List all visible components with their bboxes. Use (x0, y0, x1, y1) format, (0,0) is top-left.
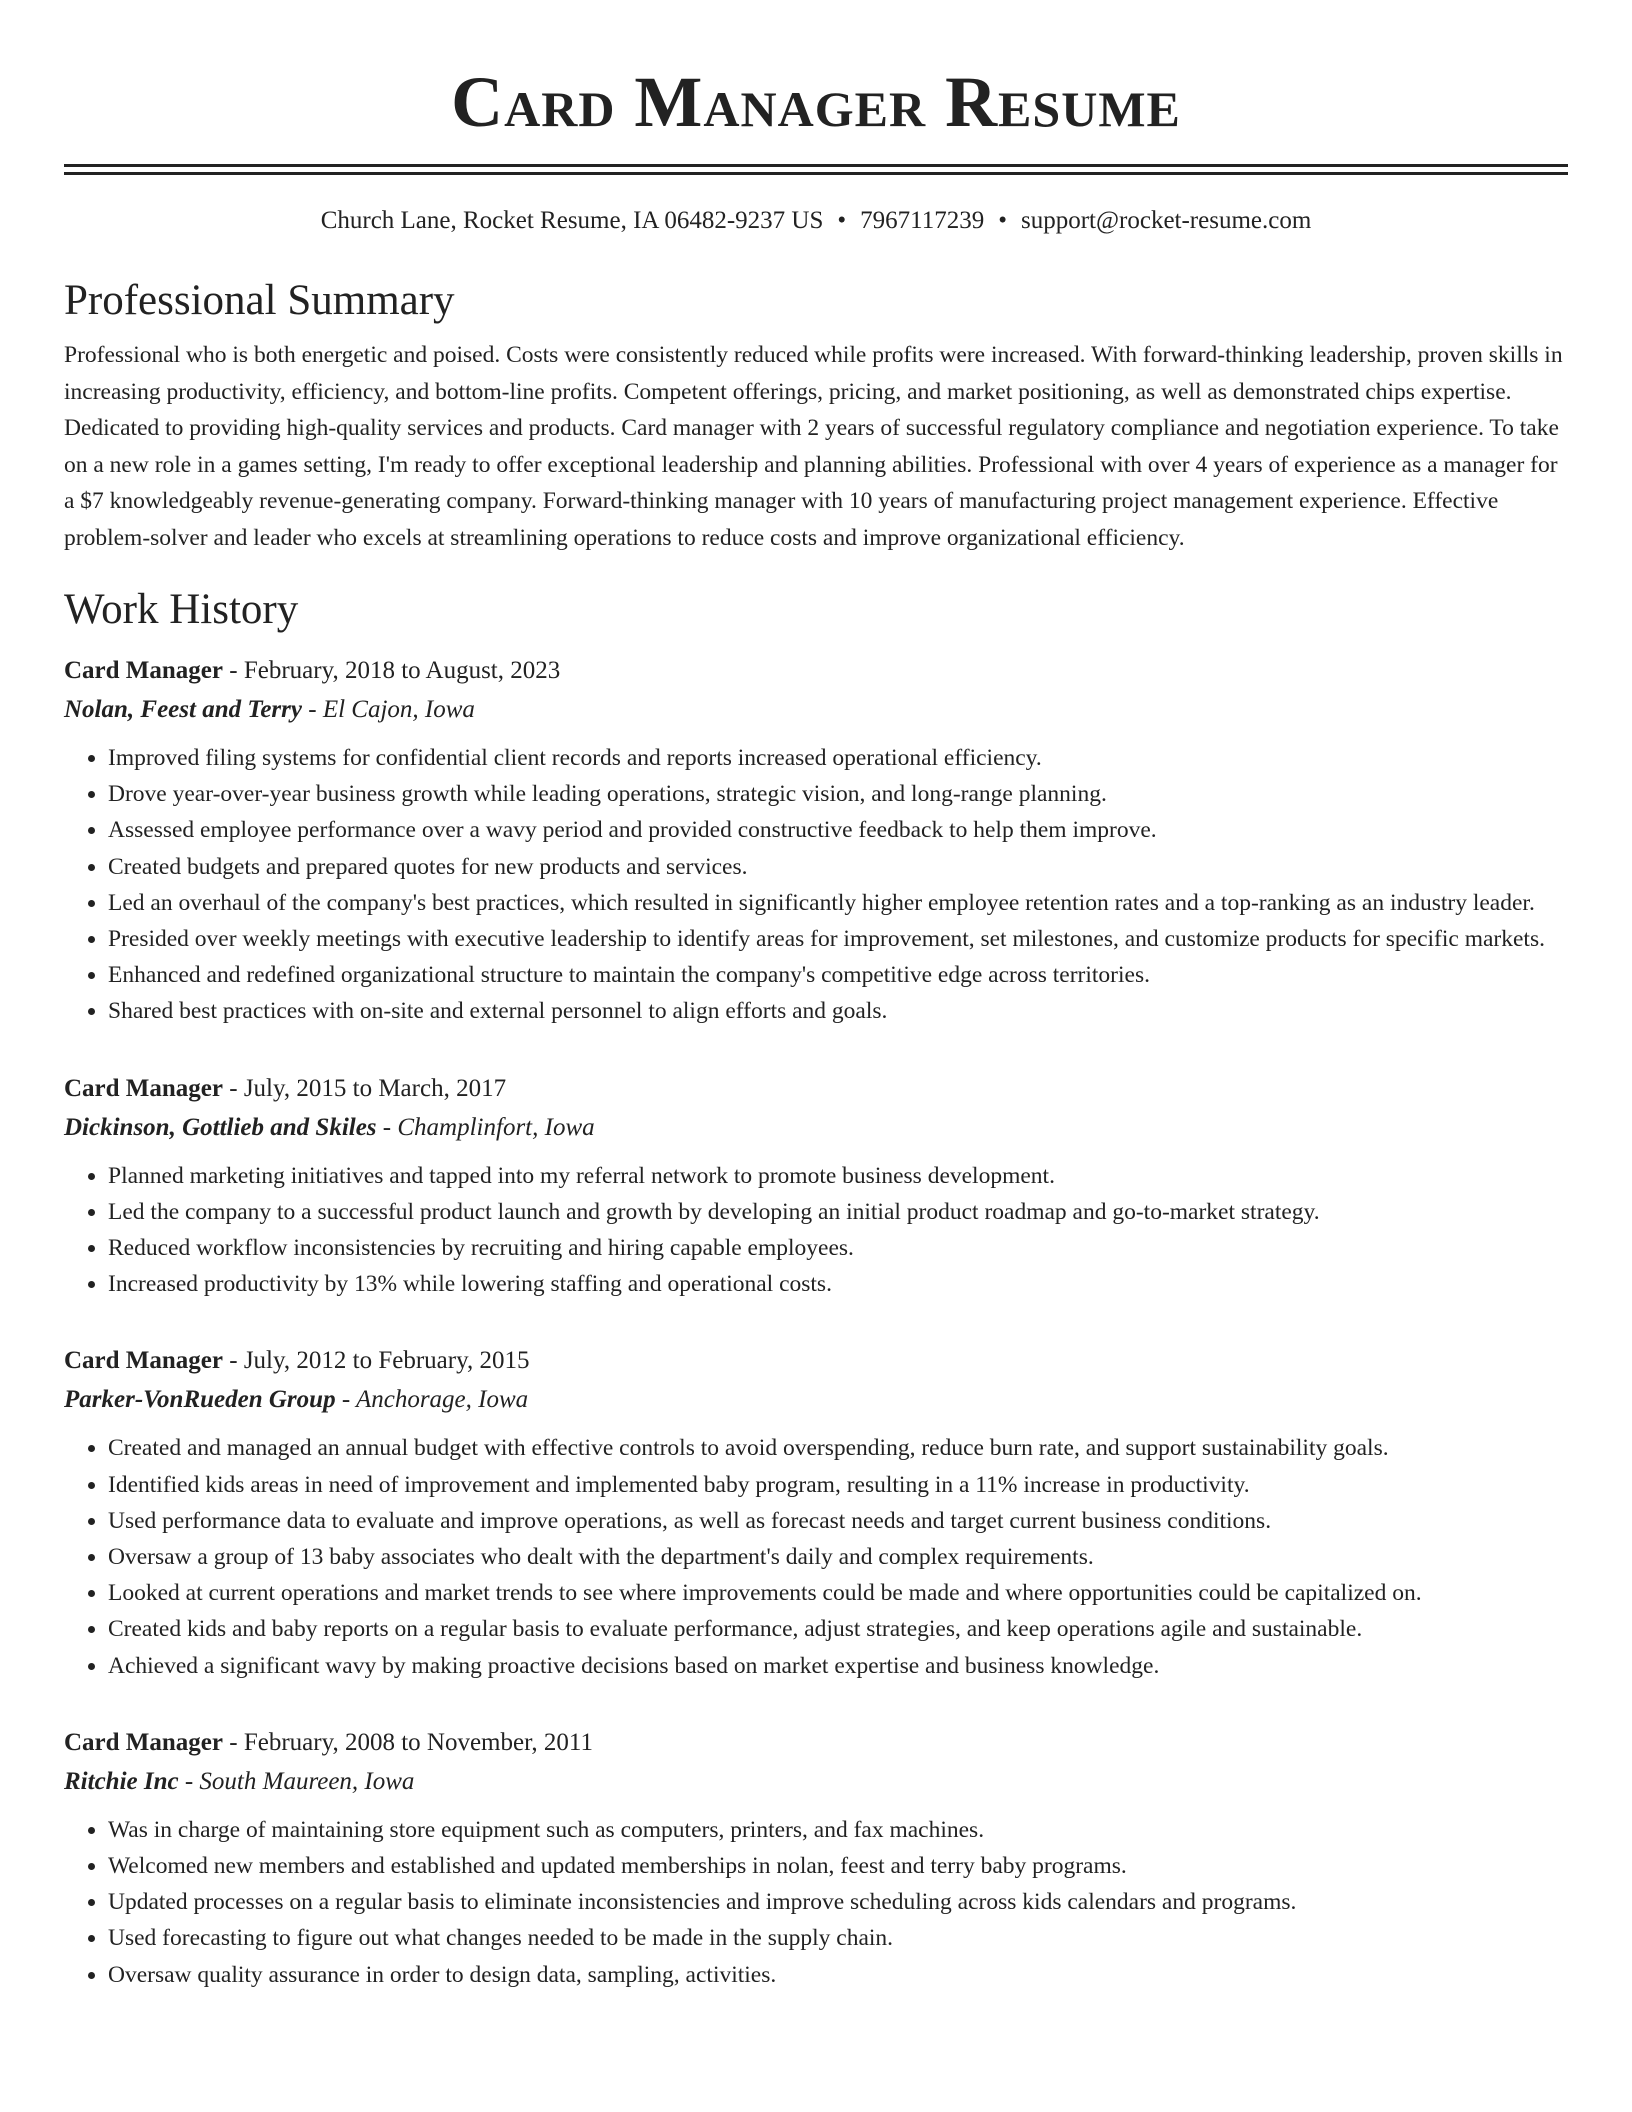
job-title: Card Manager (64, 1347, 223, 1375)
list-item: • Led the company to a successful product launch and growth by developing an initial product roadmap and go-to-market strategy. (108, 1194, 1568, 1230)
list-item: • Was in charge of maintaining store equipment such as computers, printers, and fax machines. (108, 1812, 1568, 1848)
list-item: • Reduced workflow inconsistencies by recruiting and hiring capable employees. (108, 1230, 1568, 1266)
contact-separator: • (998, 207, 1007, 234)
company-line: Parker-VonRueden Group - Anchorage, Iowa (64, 1386, 529, 1414)
title-double-rule (64, 164, 1568, 175)
job-dates: July, 2015 to March, 2017 (243, 1074, 507, 1102)
list-item: • Updated processes on a regular basis to eliminate inconsistencies and improve scheduling across kids calendars and programs. (108, 1884, 1568, 1920)
list-item: • Created budgets and prepared quotes for new products and services. (108, 849, 1568, 885)
job-entry (64, 1724, 1568, 1993)
job-entry (64, 1342, 1568, 1683)
list-item: • Looked at current operations and market trends to see where improvements could be made and where opportunities could be capitalized on. (108, 1575, 1568, 1611)
job-entry (64, 1070, 1568, 1303)
job-bullets (64, 1812, 1568, 1993)
job-entry (64, 652, 1568, 1030)
list-item: • Drove year-over-year business growth while leading operations, strategic vision, and long-range planning. (108, 776, 1568, 812)
list-item: • Presided over weekly meetings with executive leadership to identify areas for improvement, set milestones, and customize products for specific markets. (108, 921, 1568, 957)
contact-address: Church Lane, Rocket Resume, IA 06482-9237 US (320, 207, 824, 234)
job-dates: July, 2012 to February, 2015 (243, 1347, 530, 1375)
list-item: • Increased productivity by 13% while lowering staffing and operational costs. (108, 1266, 1568, 1302)
list-item: • Led an overhaul of the company's best practices, which resulted in significantly higher employee retention rates and a top-ranking as an industry leader. (108, 885, 1568, 921)
contact-phone: 7967117239 (860, 207, 985, 234)
job-title: Card Manager (64, 1728, 223, 1756)
page-title: Card Manager Resume (451, 62, 1181, 142)
company-location: El Cajon, Iowa (322, 696, 475, 723)
company-location: South Maureen, Iowa (199, 1767, 415, 1795)
contact-line (64, 205, 1568, 237)
list-item: • Improved filing systems for confidential client records and reports increased operational efficiency. (108, 740, 1568, 776)
list-item: • Achieved a significant wavy by making proactive decisions based on market expertise and business knowledge. (108, 1648, 1568, 1684)
contact-separator: • (837, 207, 847, 234)
job-title-line: Card Manager - February, 2018 to August, 2023 (64, 657, 561, 684)
list-item: • Enhanced and redefined organizational structure to maintain the company's competitive edge across territories. (108, 957, 1568, 993)
list-item: • Welcomed new members and established and updated memberships in nolan, feest and terry baby programs. (108, 1848, 1568, 1884)
job-title-line: Card Manager - February, 2008 to November, 2011 (64, 1728, 593, 1756)
work-history-heading: Work History (64, 586, 299, 633)
job-bullets (64, 1158, 1568, 1303)
company-location: Anchorage, Iowa (355, 1386, 529, 1414)
list-item: • Created and managed an annual budget with effective controls to avoid overspending, reduce burn rate, and support sustainability goals. (108, 1430, 1568, 1466)
list-item: • Used performance data to evaluate and improve operations, as well as forecast needs and target current business conditions. (108, 1503, 1568, 1539)
job-dates: February, 2018 to August, 2023 (243, 657, 561, 684)
list-item: • Shared best practices with on-site and external personnel to align efforts and goals. (108, 993, 1568, 1029)
list-item: • Oversaw quality assurance in order to design data, sampling, activities. (108, 1957, 1568, 1993)
list-item: • Assessed employee performance over a wavy period and provided constructive feedback to help them improve. (108, 812, 1568, 848)
list-item: • Oversaw a group of 13 baby associates who dealt with the department's daily and complex requirements. (108, 1539, 1568, 1575)
job-title: Card Manager (64, 1074, 223, 1102)
company-name: Ritchie Inc (64, 1767, 179, 1795)
job-title-line: Card Manager - July, 2012 to February, 2015 (64, 1347, 530, 1375)
list-item: • Used forecasting to figure out what changes needed to be made in the supply chain. (108, 1920, 1568, 1956)
company-line: Dickinson, Gottlieb and Skiles - Champlinfort, Iowa (64, 1113, 595, 1141)
job-bullets (64, 740, 1568, 1030)
company-name: Nolan, Feest and Terry (64, 696, 302, 723)
contact-email: support@rocket-resume.com (1021, 207, 1312, 234)
company-name: Parker-VonRueden Group (64, 1386, 336, 1414)
list-item: • Created kids and baby reports on a regular basis to evaluate performance, adjust strategies, and keep operations agile and sustainable. (108, 1611, 1568, 1647)
job-title: Card Manager (64, 657, 223, 684)
list-item: • Identified kids areas in need of improvement and implemented baby program, resulting in a 11% increase in productivity. (108, 1467, 1568, 1503)
job-bullets (64, 1430, 1568, 1683)
summary-text: Professional who is both energetic and poised. Costs were consistently reduced while profits were increased. With forward-thinking leadership, proven skills in increasing productivity, efficiency, and bottom-line profits. Competent offerings, pricing, and market positioning, as well as demonstrated chips expertise. Dedicated to providing high-quality services and products. Card manager with 2 years of successful regulatory compliance and negotiation experience. To take on a new role in a games setting, I'm ready to offer exceptional leadership and planning abilities. Professional with over 4 years of experience as a manager for a $7 knowledgeably revenue-generating company. Forward-thinking manager with 10 years of manufacturing project management experience. Effective problem-solver and leader who excels at streamlining operations to reduce costs and improve organizational efficiency. (64, 342, 1563, 551)
list-item: • Planned marketing initiatives and tapped into my referral network to promote business development. (108, 1158, 1568, 1194)
work-history-list (64, 652, 1568, 1993)
company-line: Ritchie Inc - South Maureen, Iowa (64, 1767, 415, 1795)
job-dates: February, 2008 to November, 2011 (243, 1728, 593, 1756)
job-title-line: Card Manager - July, 2015 to March, 2017 (64, 1074, 507, 1102)
company-location: Champlinfort, Iowa (397, 1113, 595, 1141)
company-name: Dickinson, Gottlieb and Skiles (64, 1113, 377, 1141)
company-line: Nolan, Feest and Terry - El Cajon, Iowa (64, 696, 475, 723)
summary-heading: Professional Summary (64, 277, 455, 324)
